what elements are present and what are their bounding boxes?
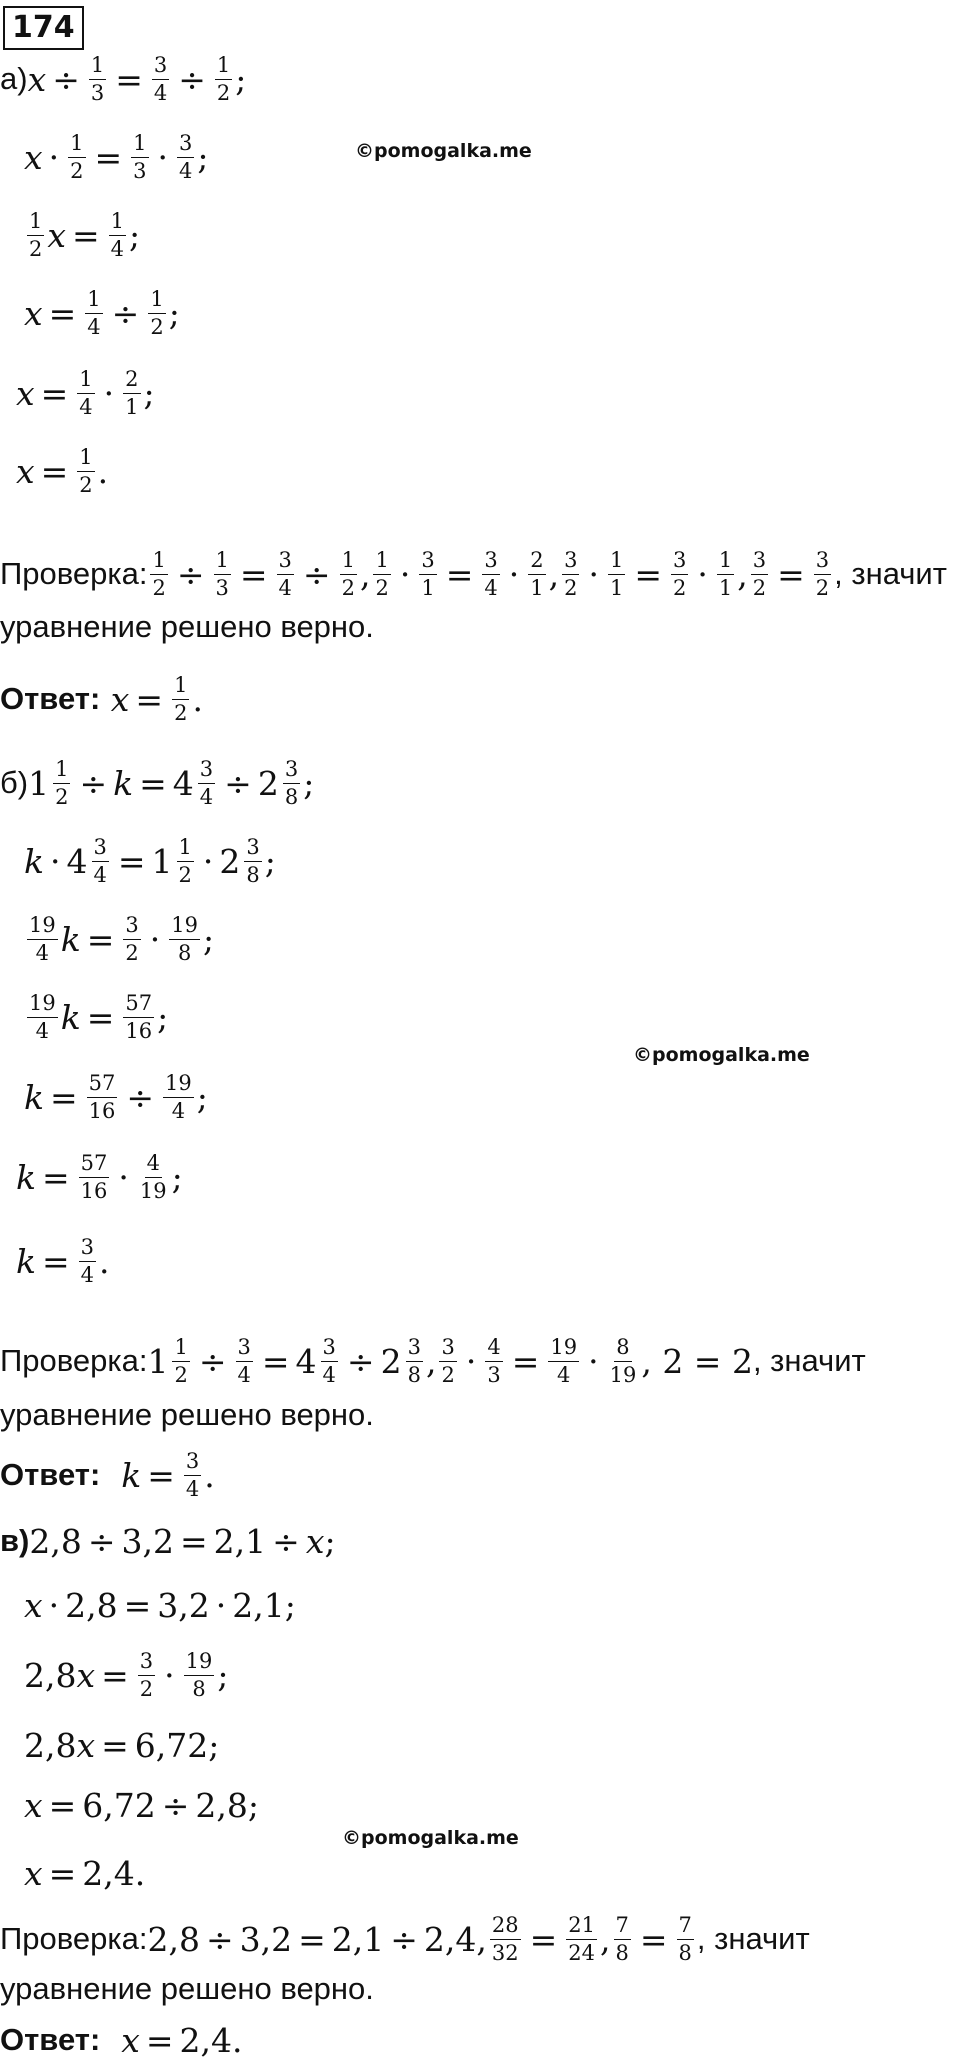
solution-step: $\frac{19}{4}$ k = $\frac{57}{16}$ ; [29, 990, 169, 1043]
solution-step: x = $\frac{1}{4}$ ÷ $\frac{1}{2}$ ; [24, 286, 180, 339]
answer-line: Ответ: x = $\frac{1}{2}$ . [0, 672, 203, 725]
check-conclusion: уравнение решено верно. [0, 609, 374, 644]
part-b-equation: б) 1 $\frac{1}{2}$ ÷ k = 4 $\frac{3}{4}$ ÷ 2 $\frac{3}{8}$ ; [0, 756, 315, 809]
solution-step: 2,8 x = 6,72 ; [24, 1725, 220, 1765]
answer-line: Ответ: k = $\frac{3}{4}$ . [0, 1448, 215, 1501]
solution-step: k = $\frac{57}{16}$ · $\frac{4}{19}$ ; [16, 1150, 183, 1203]
solution-step: x = $\frac{1}{2}$ . [16, 444, 109, 497]
solution-step: $\frac{19}{4}$ k = $\frac{3}{2}$ · $\frac{19}{8}$ ; [29, 912, 215, 965]
solution-step: k = $\frac{57}{16}$ ÷ $\frac{19}{4}$ ; [24, 1070, 208, 1123]
solution-step: x = 2,4 . [24, 1853, 146, 1893]
solution-step: $\frac{1}{2}$ x = $\frac{1}{4}$ ; [29, 208, 141, 261]
part-a-equation: а) x ÷ $\frac{1}{3}$ = $\frac{3}{4}$ ÷ $\frac{1}{2}$ ; [0, 52, 247, 105]
watermark: ©pomogalka.me [355, 140, 532, 162]
problem-number: 174 [3, 6, 84, 50]
part-v-equation: в) 2,8 ÷ 3,2 = 2,1 ÷ x ; [0, 1521, 336, 1561]
check-conclusion: уравнение решено верно. [0, 1397, 374, 1432]
watermark: ©pomogalka.me [633, 1044, 810, 1066]
check-line: Проверка: 1 $\frac{1}{2}$ ÷ $\frac{3}{4}$ = 4 $\frac{3}{4}$ ÷ 2 $\frac{3}{8}$ , $\frac{3}{2}$ · $\frac{4}{3}$ = $\frac{19}{4}$ · $\frac{8}{19}$ , 2 = 2 , значит [0, 1334, 866, 1387]
watermark: ©pomogalka.me [342, 1827, 519, 1849]
solution-step: 2,8 x = $\frac{3}{2}$ · $\frac{19}{8}$ ; [24, 1648, 229, 1701]
solution-step: k · 4 $\frac{3}{4}$ = 1 $\frac{1}{2}$ · 2 $\frac{3}{8}$ ; [24, 834, 276, 887]
check-line: Проверка: $\frac{1}{2}$ ÷ $\frac{1}{3}$ = $\frac{3}{4}$ ÷ $\frac{1}{2}$ , $\frac{1}{2}$ · $\frac{3}{1}$ = $\frac{3}{4}$ · $\frac{2}{1}$ , $\frac{3}{2}$ · $\frac{1}{1}$ = $\frac{3}{2}$ · $\frac{1}{1}$ , $\frac{3}{2}$ = $\frac{3}{2}$ , значит [0, 547, 947, 600]
solution-step: k = $\frac{3}{4}$ . [16, 1234, 110, 1287]
answer-line: Ответ: x = 2,4 . [0, 2020, 243, 2060]
solution-step: x · 2,8 = 3,2 · 2,1 ; [24, 1585, 296, 1625]
solution-step: x = $\frac{1}{4}$ · $\frac{2}{1}$ ; [16, 366, 155, 419]
solution-step: x · $\frac{1}{2}$ = $\frac{1}{3}$ · $\frac{3}{4}$ ; [24, 130, 209, 183]
check-line: Проверка: 2,8 ÷ 3,2 = 2,1 ÷ 2,4 , $\frac{28}{32}$ = $\frac{21}{24}$ , $\frac{7}{8}$ = $\frac{7}{8}$ , значит [0, 1912, 810, 1965]
check-conclusion: уравнение решено верно. [0, 1971, 374, 2006]
solution-step: x = 6,72 ÷ 2,8 ; [24, 1785, 260, 1825]
